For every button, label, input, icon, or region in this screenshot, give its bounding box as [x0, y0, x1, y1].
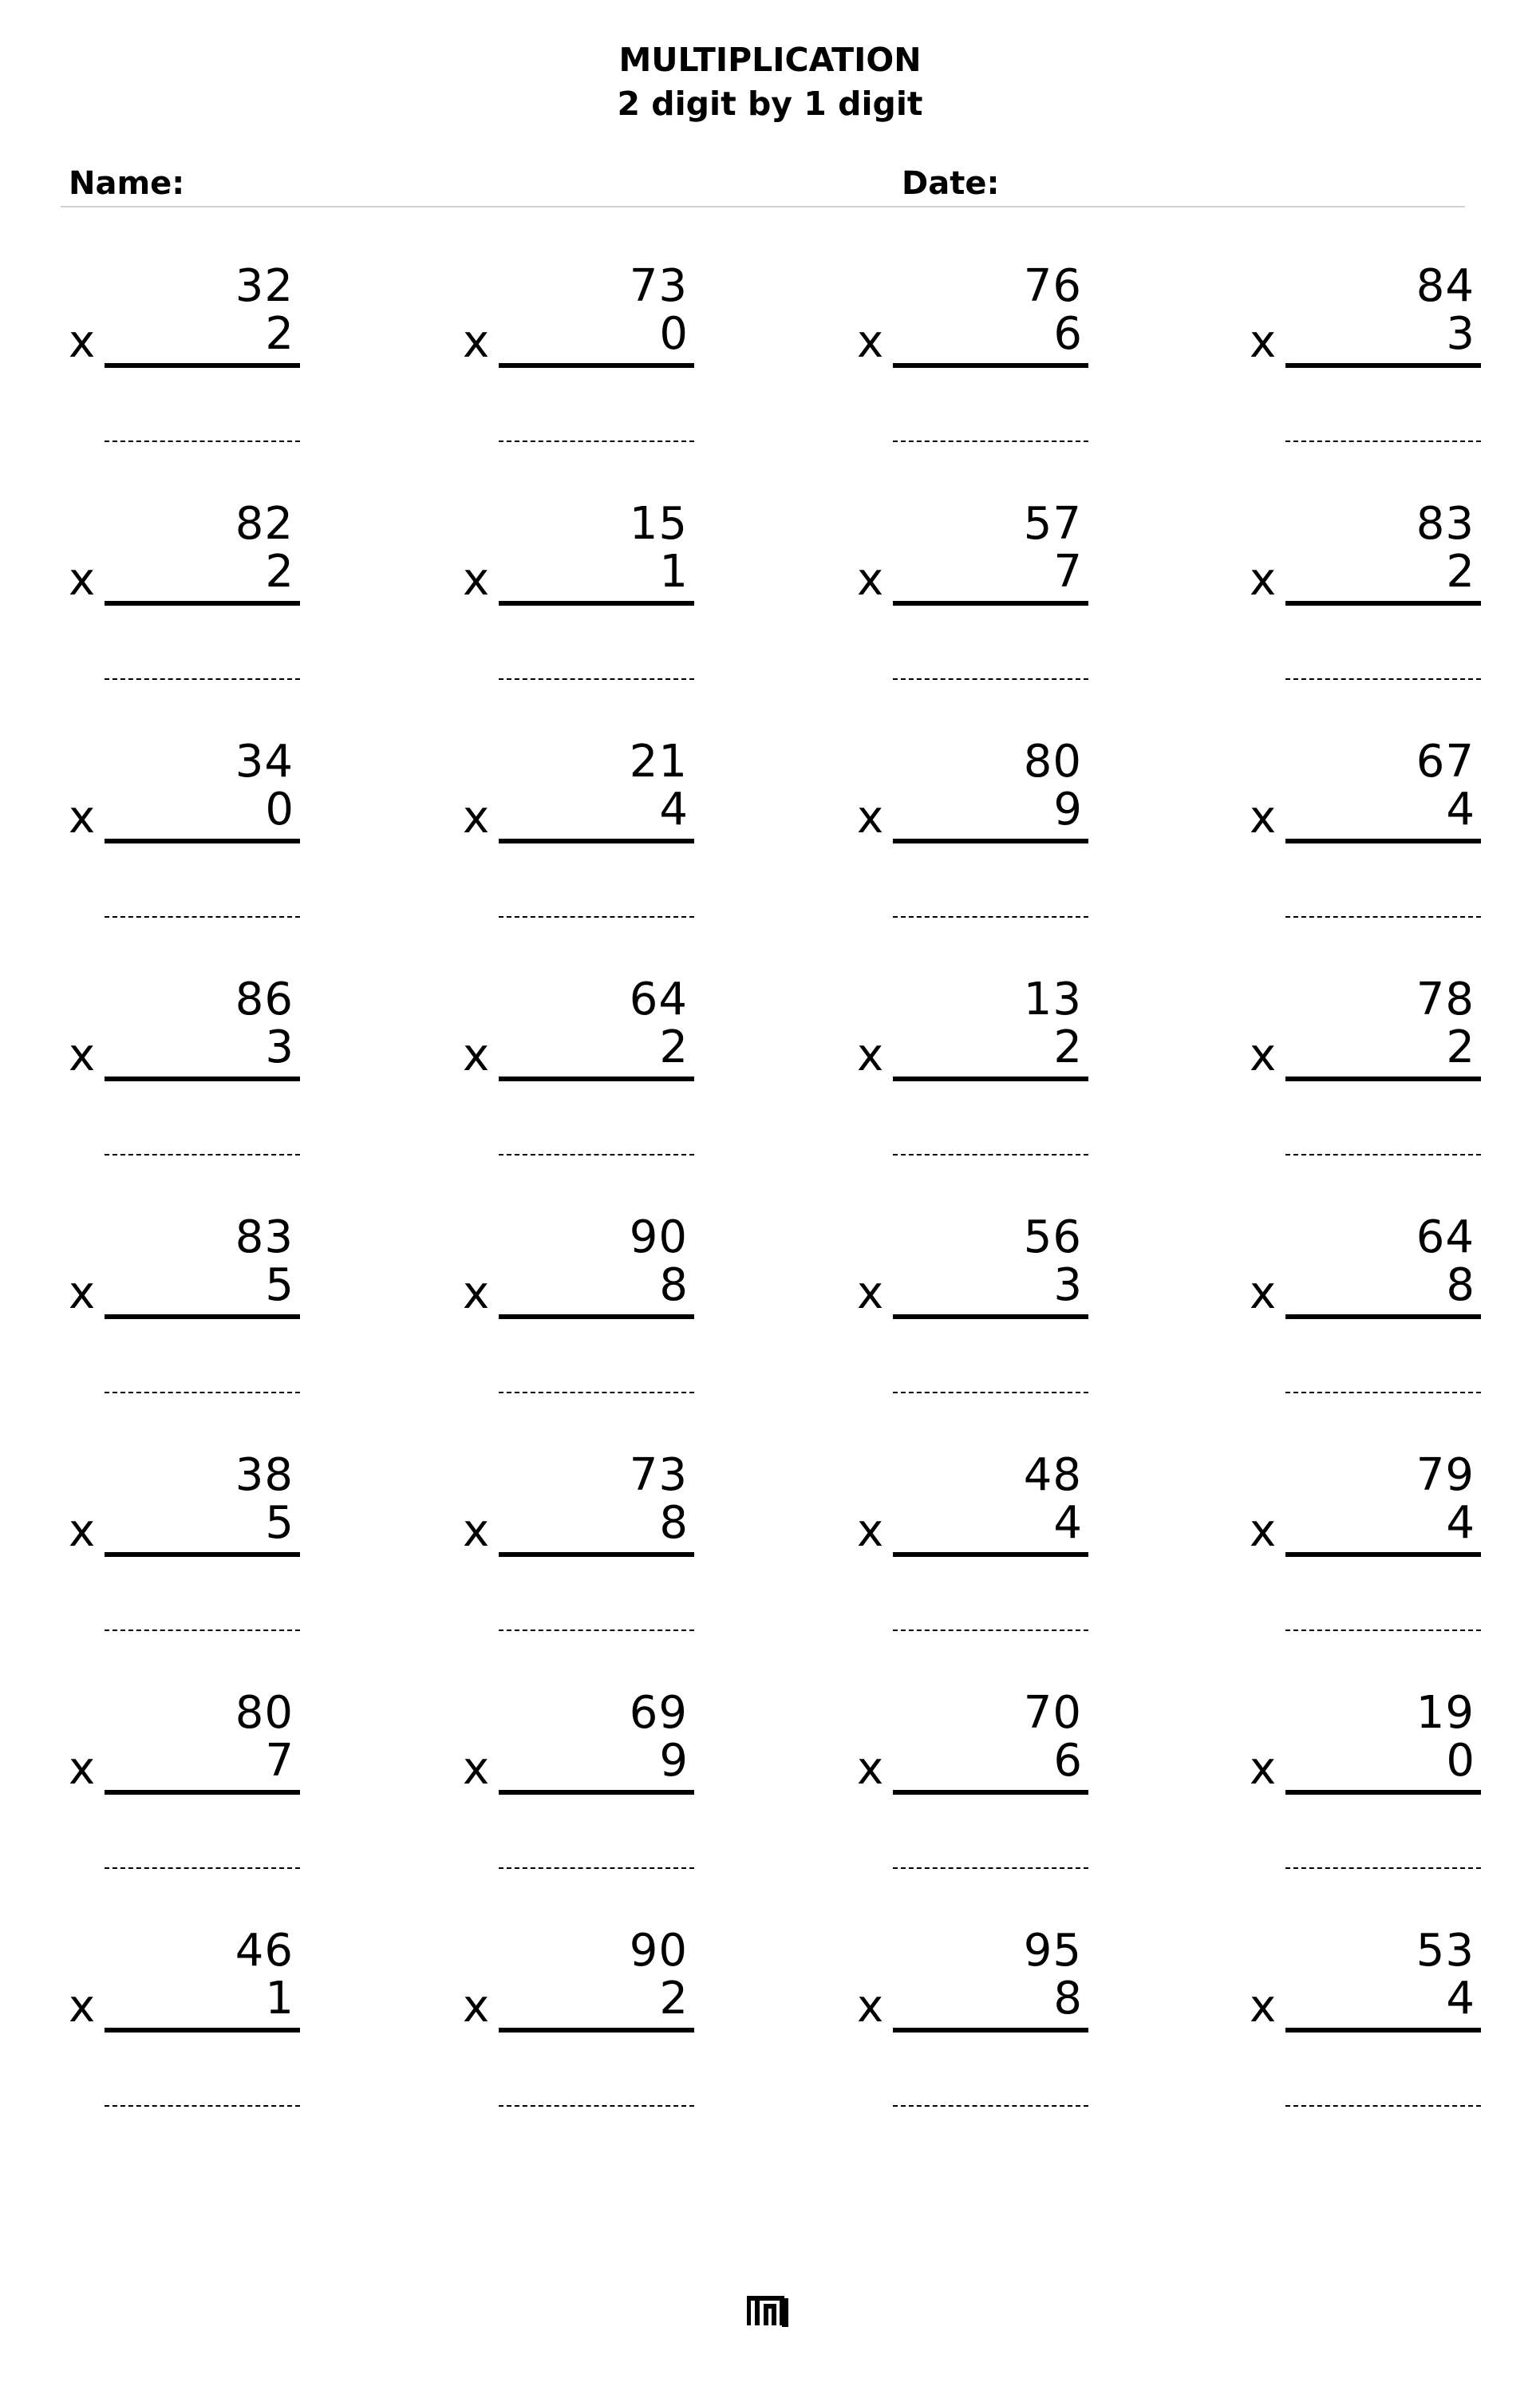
sum-line [893, 2028, 1088, 2033]
sum-line [1285, 1314, 1481, 1319]
multiply-sign: x [1250, 554, 1277, 606]
multiply-sign: x [69, 1029, 96, 1081]
sum-line [499, 601, 694, 606]
problem-6-3 [857, 1451, 1088, 1666]
answer-line[interactable] [893, 1392, 1088, 1393]
multiply-sign: x [1250, 792, 1277, 843]
multiplier: 2 [1053, 1021, 1082, 1073]
answer-line[interactable] [499, 1154, 694, 1156]
multiplicand: 32 [235, 260, 294, 312]
answer-line[interactable] [893, 916, 1088, 918]
multiplier: 0 [659, 308, 688, 360]
answer-line[interactable] [1285, 440, 1481, 442]
problem-4-2 [463, 975, 694, 1191]
answer-line[interactable] [105, 916, 300, 918]
multiply-sign: x [463, 1743, 490, 1795]
date-label: Date: [902, 165, 1000, 202]
multiply-sign: x [1250, 1981, 1277, 2033]
multiplicand: 19 [1416, 1687, 1475, 1739]
answer-line[interactable] [105, 1392, 300, 1393]
multiplicand: 38 [235, 1449, 294, 1501]
multiply-sign: x [857, 1267, 884, 1319]
multiply-sign: x [69, 1743, 96, 1795]
multiplicand: 64 [1416, 1211, 1475, 1263]
multiplicand: 78 [1416, 974, 1475, 1025]
multiplicand: 13 [1023, 974, 1082, 1025]
multiply-sign: x [69, 1981, 96, 2033]
sum-line [105, 1552, 300, 1557]
multiplier: 0 [1446, 1735, 1475, 1787]
multiplier: 8 [1446, 1259, 1475, 1311]
multiplicand: 83 [235, 1211, 294, 1263]
problem-3-4 [1250, 737, 1481, 953]
multiplier: 2 [659, 1021, 688, 1073]
multiply-sign: x [69, 316, 96, 368]
multiplicand: 67 [1416, 736, 1475, 788]
sum-line [105, 2028, 300, 2033]
problem-8-3 [857, 1926, 1088, 2142]
multiplicand: 34 [235, 736, 294, 788]
problem-8-1 [69, 1926, 300, 2142]
problem-3-1 [69, 737, 300, 953]
answer-line[interactable] [1285, 1154, 1481, 1156]
multiplicand: 48 [1023, 1449, 1082, 1501]
multiplier: 4 [1446, 784, 1475, 836]
answer-line[interactable] [1285, 2105, 1481, 2107]
name-label: Name: [69, 165, 185, 202]
multiplicand: 95 [1023, 1925, 1082, 1977]
multiplicand: 69 [629, 1687, 688, 1739]
sum-line [893, 601, 1088, 606]
multiply-sign: x [463, 1981, 490, 2033]
sum-line [893, 1552, 1088, 1557]
answer-line[interactable] [499, 678, 694, 680]
sum-line [893, 1790, 1088, 1795]
multiplier: 6 [1053, 308, 1082, 360]
answer-line[interactable] [499, 440, 694, 442]
problem-8-2 [463, 1926, 694, 2142]
multiplier: 3 [1446, 308, 1475, 360]
sum-line [1285, 1552, 1481, 1557]
multiplier: 1 [659, 546, 688, 598]
multiply-sign: x [857, 1743, 884, 1795]
multiplier: 8 [659, 1259, 688, 1311]
sum-line [105, 1314, 300, 1319]
multiplicand: 84 [1416, 260, 1475, 312]
answer-line[interactable] [1285, 1867, 1481, 1869]
answer-line[interactable] [893, 2105, 1088, 2107]
multiplier: 4 [1446, 1497, 1475, 1549]
problem-4-1 [69, 975, 300, 1191]
multiply-sign: x [857, 554, 884, 606]
answer-line[interactable] [499, 1630, 694, 1631]
problem-2-1 [69, 500, 300, 715]
sum-line [1285, 1077, 1481, 1081]
sum-line [499, 1314, 694, 1319]
multiplicand: 46 [235, 1925, 294, 1977]
problem-7-4 [1250, 1689, 1481, 1904]
answer-line[interactable] [893, 440, 1088, 442]
sum-line [105, 1077, 300, 1081]
problem-2-4 [1250, 500, 1481, 715]
problem-5-2 [463, 1213, 694, 1428]
multiplicand: 76 [1023, 260, 1082, 312]
answer-line[interactable] [893, 1867, 1088, 1869]
multiplier: 7 [265, 1735, 294, 1787]
sum-line [893, 1314, 1088, 1319]
answer-line[interactable] [499, 2105, 694, 2107]
multiply-sign: x [857, 316, 884, 368]
multiply-sign: x [857, 1505, 884, 1557]
multiplicand: 83 [1416, 498, 1475, 550]
problem-1-2 [463, 262, 694, 477]
sum-line [1285, 1790, 1481, 1795]
problem-6-2 [463, 1451, 694, 1666]
brand-logo-icon [747, 2295, 788, 2327]
multiplicand: 90 [629, 1925, 688, 1977]
sum-line [499, 363, 694, 368]
multiply-sign: x [69, 1267, 96, 1319]
multiplicand: 15 [629, 498, 688, 550]
sum-line [105, 601, 300, 606]
multiply-sign: x [463, 554, 490, 606]
problem-8-4 [1250, 1926, 1481, 2142]
sum-line [1285, 2028, 1481, 2033]
multiply-sign: x [463, 792, 490, 843]
multiplicand: 53 [1416, 1925, 1475, 1977]
multiply-sign: x [463, 1029, 490, 1081]
multiply-sign: x [1250, 1029, 1277, 1081]
multiplier: 9 [1053, 784, 1082, 836]
multiplier: 5 [265, 1497, 294, 1549]
multiplier: 2 [1446, 546, 1475, 598]
multiplicand: 90 [629, 1211, 688, 1263]
multiplier: 2 [659, 1973, 688, 2025]
multiplier: 8 [1053, 1973, 1082, 2025]
answer-line[interactable] [499, 916, 694, 918]
multiplicand: 57 [1023, 498, 1082, 550]
answer-line[interactable] [105, 678, 300, 680]
problem-2-3 [857, 500, 1088, 715]
sum-line [499, 1790, 694, 1795]
sum-line [1285, 839, 1481, 843]
multiplier: 1 [265, 1973, 294, 2025]
multiply-sign: x [1250, 1267, 1277, 1319]
sum-line [1285, 601, 1481, 606]
answer-line[interactable] [105, 1154, 300, 1156]
answer-line[interactable] [1285, 678, 1481, 680]
sum-line [893, 839, 1088, 843]
multiply-sign: x [1250, 1505, 1277, 1557]
multiplier: 3 [265, 1021, 294, 1073]
multiply-sign: x [1250, 316, 1277, 368]
answer-line[interactable] [1285, 1630, 1481, 1631]
worksheet-subtitle: 2 digit by 1 digit [617, 85, 923, 123]
multiplier: 2 [1446, 1021, 1475, 1073]
multiplicand: 73 [629, 260, 688, 312]
multiplier: 9 [659, 1735, 688, 1787]
multiplier: 6 [1053, 1735, 1082, 1787]
multiplicand: 73 [629, 1449, 688, 1501]
multiplier: 5 [265, 1259, 294, 1311]
answer-line[interactable] [105, 1867, 300, 1869]
sum-line [499, 839, 694, 843]
sum-line [105, 363, 300, 368]
multiply-sign: x [857, 792, 884, 843]
answer-line[interactable] [105, 2105, 300, 2107]
problem-5-4 [1250, 1213, 1481, 1428]
answer-line[interactable] [893, 1630, 1088, 1631]
sum-line [499, 1552, 694, 1557]
multiplier: 4 [1446, 1973, 1475, 2025]
multiplier: 4 [1053, 1497, 1082, 1549]
multiplicand: 70 [1023, 1687, 1082, 1739]
sum-line [105, 839, 300, 843]
problem-1-1 [69, 262, 300, 477]
multiplier: 2 [265, 546, 294, 598]
problem-3-2 [463, 737, 694, 953]
answer-line[interactable] [499, 1392, 694, 1393]
answer-line[interactable] [1285, 916, 1481, 918]
problem-4-4 [1250, 975, 1481, 1191]
multiply-sign: x [463, 1267, 490, 1319]
multiplier: 0 [265, 784, 294, 836]
problem-2-2 [463, 500, 694, 715]
multiplicand: 82 [235, 498, 294, 550]
multiplicand: 64 [629, 974, 688, 1025]
multiply-sign: x [463, 1505, 490, 1557]
sum-line [499, 2028, 694, 2033]
sum-line [105, 1790, 300, 1795]
multiply-sign: x [69, 792, 96, 843]
sum-line [893, 363, 1088, 368]
problem-7-3 [857, 1689, 1088, 1904]
problem-4-3 [857, 975, 1088, 1191]
problem-6-1 [69, 1451, 300, 1666]
answer-line[interactable] [105, 1630, 300, 1631]
problem-5-3 [857, 1213, 1088, 1428]
multiplier: 4 [659, 784, 688, 836]
multiplicand: 56 [1023, 1211, 1082, 1263]
multiply-sign: x [463, 316, 490, 368]
multiplier: 7 [1053, 546, 1082, 598]
multiplicand: 21 [629, 736, 688, 788]
multiplicand: 80 [1023, 736, 1082, 788]
answer-line[interactable] [893, 1154, 1088, 1156]
problem-3-3 [857, 737, 1088, 953]
sum-line [893, 1077, 1088, 1081]
problem-5-1 [69, 1213, 300, 1428]
multiply-sign: x [1250, 1743, 1277, 1795]
multiplier: 3 [1053, 1259, 1082, 1311]
multiply-sign: x [69, 554, 96, 606]
answer-line[interactable] [1285, 1392, 1481, 1393]
problem-7-2 [463, 1689, 694, 1904]
problem-1-3 [857, 262, 1088, 477]
multiplicand: 79 [1416, 1449, 1475, 1501]
multiply-sign: x [857, 1981, 884, 2033]
answer-line[interactable] [893, 678, 1088, 680]
multiplier: 8 [659, 1497, 688, 1549]
sum-line [1285, 363, 1481, 368]
sum-line [499, 1077, 694, 1081]
problem-1-4 [1250, 262, 1481, 477]
multiply-sign: x [857, 1029, 884, 1081]
answer-line[interactable] [105, 440, 300, 442]
answer-line[interactable] [499, 1867, 694, 1869]
problem-7-1 [69, 1689, 300, 1904]
multiply-sign: x [69, 1505, 96, 1557]
multiplier: 2 [265, 308, 294, 360]
worksheet-title: MULTIPLICATION [618, 41, 922, 79]
problem-6-4 [1250, 1451, 1481, 1666]
multiplicand: 86 [235, 974, 294, 1025]
multiplicand: 80 [235, 1687, 294, 1739]
